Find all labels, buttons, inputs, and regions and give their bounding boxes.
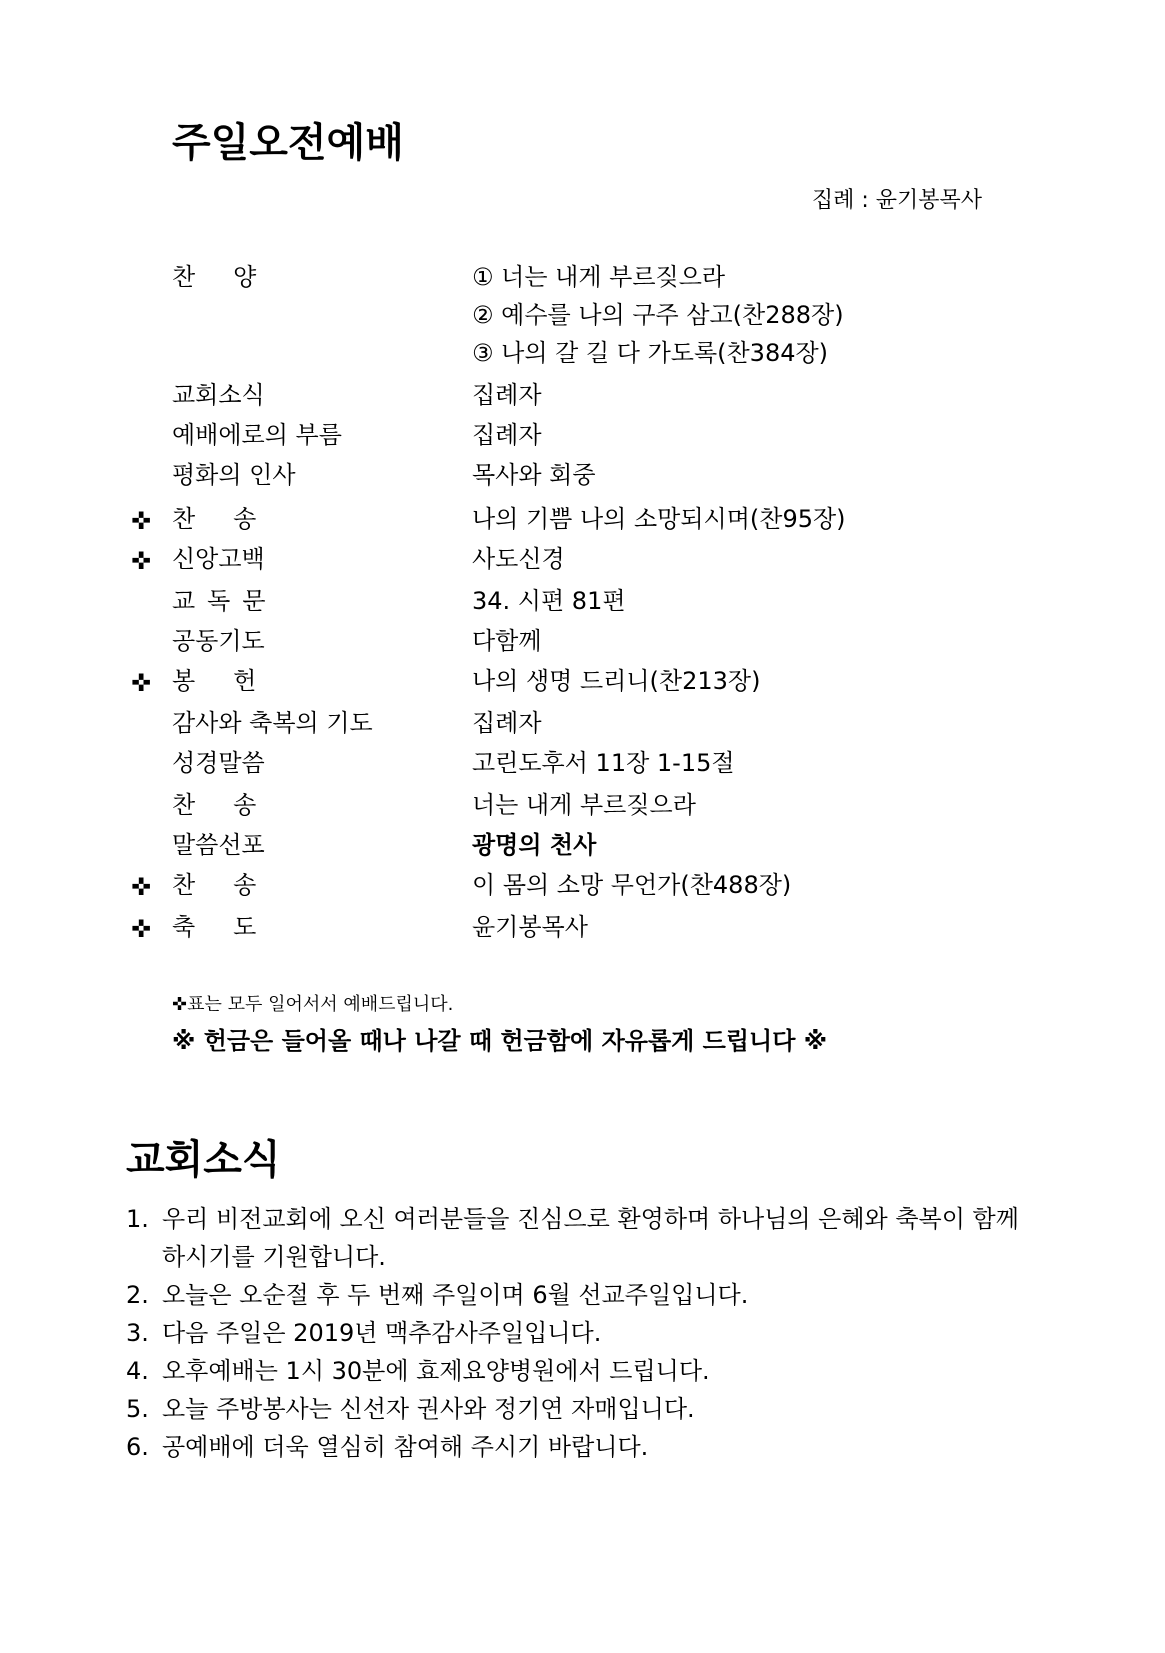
order-row xyxy=(0,828,1165,862)
hymn-list xyxy=(472,260,844,374)
order-label: 교회소식 xyxy=(172,381,265,409)
order-value: 나의 생명 드리니(찬213장) xyxy=(472,667,761,695)
order-row xyxy=(0,910,1165,944)
order-value: 목사와 회중 xyxy=(472,461,596,489)
order-row xyxy=(0,502,1165,536)
order-row xyxy=(0,378,1165,412)
hymn-item: ② 예수를 나의 구주 삼고(찬288장) xyxy=(472,301,844,329)
list-text: 오후예배는 1시 30분에 효제요양병원에서 드립니다. xyxy=(162,1357,710,1385)
order-value: 집례자 xyxy=(472,381,542,409)
order-value: 사도신경 xyxy=(472,545,565,573)
standing-note: ✜표는 모두 일어서서 예배드립니다. xyxy=(172,994,454,1015)
order-row xyxy=(0,788,1165,822)
order-row xyxy=(0,418,1165,452)
order-row xyxy=(0,458,1165,492)
news-title: 교회소식 xyxy=(126,1137,281,1183)
list-number: 5. xyxy=(126,1395,149,1423)
order-label: 찬양 xyxy=(172,263,295,291)
standing-mark-icon: ✜ xyxy=(131,873,152,901)
list-item xyxy=(126,1200,1046,1276)
order-row xyxy=(0,664,1165,698)
hymn-item: ① 너는 내게 부르짖으라 xyxy=(472,263,726,291)
order-value: 집례자 xyxy=(472,421,542,449)
page-title: 주일오전예배 xyxy=(172,120,404,166)
order-value: 너는 내게 부르짖으라 xyxy=(472,791,696,819)
order-row xyxy=(0,706,1165,740)
order-row xyxy=(0,868,1165,902)
list-number: 2. xyxy=(126,1281,149,1309)
list-number: 1. xyxy=(126,1205,149,1233)
order-label: 공동기도 xyxy=(172,627,265,655)
order-label: 봉헌 xyxy=(172,667,295,695)
order-label: 말씀선포 xyxy=(172,831,265,859)
order-row xyxy=(0,542,1165,576)
order-value: 고린도후서 11장 1-15절 xyxy=(472,749,735,777)
list-item xyxy=(126,1428,1046,1466)
order-value: 이 몸의 소망 무언가(찬488장) xyxy=(472,871,792,899)
list-item xyxy=(126,1314,1046,1352)
list-text: 오늘은 오순절 후 두 번째 주일이며 6월 선교주일입니다. xyxy=(162,1281,749,1309)
order-row xyxy=(0,624,1165,658)
order-value: 34. 시편 81편 xyxy=(472,587,626,615)
order-row xyxy=(0,746,1165,780)
order-label: 신앙고백 xyxy=(172,545,265,573)
order-label: 성경말씀 xyxy=(172,749,265,777)
list-number: 3. xyxy=(126,1319,149,1347)
list-item xyxy=(126,1390,1046,1428)
order-value: 윤기봉목사 xyxy=(472,913,588,941)
order-label: 교독문 xyxy=(172,587,278,615)
list-text: 우리 비전교회에 오신 여러분들을 진심으로 환영하며 하나님의 은혜와 축복이 함께 하시기를 기원합니다. xyxy=(162,1205,1019,1271)
standing-mark-icon: ✜ xyxy=(131,547,152,575)
order-value: 나의 기쁨 나의 소망되시며(찬95장) xyxy=(472,505,846,533)
officiant-label: 집례 : 윤기봉목사 xyxy=(811,188,982,213)
order-row xyxy=(0,584,1165,618)
list-text: 다음 주일은 2019년 맥추감사주일입니다. xyxy=(162,1319,602,1347)
list-text: 공예배에 더욱 열심히 참여해 주시기 바랍니다. xyxy=(162,1433,649,1461)
offering-note: ※ 헌금은 들어올 때나 나갈 때 헌금함에 자유롭게 드립니다 ※ xyxy=(172,1027,828,1055)
list-number: 6. xyxy=(126,1433,149,1461)
standing-mark-icon: ✜ xyxy=(131,915,152,943)
order-label: 예배에로의 부름 xyxy=(172,421,342,449)
list-text: 오늘 주방봉사는 신선자 권사와 정기연 자매입니다. xyxy=(162,1395,695,1423)
standing-mark-icon: ✜ xyxy=(131,507,152,535)
news-list xyxy=(126,1200,1046,1466)
order-label: 축도 xyxy=(172,913,295,941)
order-label: 평화의 인사 xyxy=(172,461,296,489)
hymn-item: ③ 나의 갈 길 다 가도록(찬384장) xyxy=(472,339,829,367)
order-label: 찬송 xyxy=(172,791,295,819)
order-value: 다함께 xyxy=(472,627,542,655)
order-label: 찬송 xyxy=(172,871,295,899)
sermon-title: 광명의 천사 xyxy=(472,831,597,859)
list-item xyxy=(126,1276,1046,1314)
standing-mark-icon: ✜ xyxy=(131,669,152,697)
list-item xyxy=(126,1352,1046,1390)
order-label: 감사와 축복의 기도 xyxy=(172,709,373,737)
order-value: 집례자 xyxy=(472,709,542,737)
list-number: 4. xyxy=(126,1357,149,1385)
order-label: 찬송 xyxy=(172,505,295,533)
